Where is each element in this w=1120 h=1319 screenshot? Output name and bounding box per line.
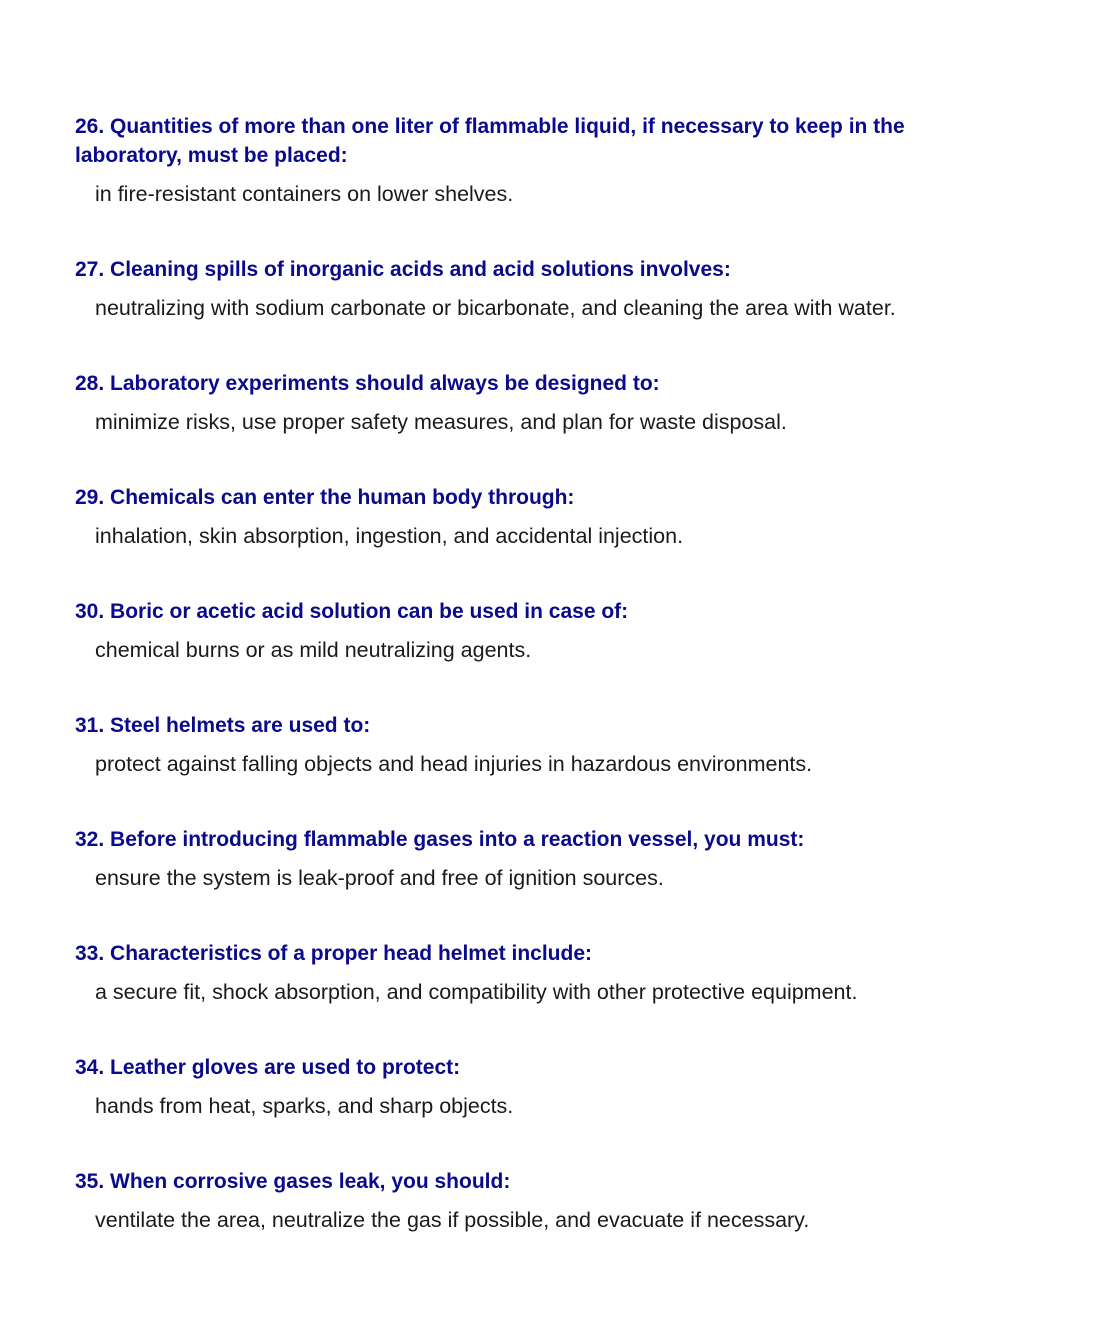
- answer-text: ventilate the area, neutralize the gas if possible, and evacuate if necessary.: [95, 1208, 810, 1232]
- answer-text: minimize risks, use proper safety measures, and plan for waste disposal.: [95, 410, 787, 434]
- qa-item-34: [75, 1053, 1095, 1121]
- qa-item-30: [75, 597, 1095, 665]
- answer-text: ensure the system is leak-proof and free of ignition sources.: [95, 866, 664, 890]
- qa-item-26: [75, 112, 1095, 209]
- answer-text: a secure fit, shock absorption, and compatibility with other protective equipment.: [95, 980, 858, 1004]
- question-text: 35. When corrosive gases leak, you should:: [75, 1170, 511, 1193]
- qa-item-29: [75, 483, 1095, 551]
- question-text: 28. Laboratory experiments should always be designed to:: [75, 372, 660, 395]
- qa-item-28: [75, 369, 1095, 437]
- question-text: 31. Steel helmets are used to:: [75, 714, 371, 737]
- question-text: 33. Characteristics of a proper head helmet include:: [75, 942, 592, 965]
- qa-document: [75, 112, 1095, 1235]
- qa-item-27: [75, 255, 1095, 323]
- answer-text: hands from heat, sparks, and sharp objects.: [95, 1094, 514, 1118]
- answer-text: in fire-resistant containers on lower shelves.: [95, 182, 514, 206]
- qa-item-35: [75, 1167, 1095, 1235]
- answer-text: chemical burns or as mild neutralizing agents.: [95, 638, 532, 662]
- qa-item-32: [75, 825, 1095, 893]
- answer-text: protect against falling objects and head injuries in hazardous environments.: [95, 752, 813, 776]
- question-text: 34. Leather gloves are used to protect:: [75, 1056, 461, 1079]
- answer-text: inhalation, skin absorption, ingestion, and accidental injection.: [95, 524, 684, 548]
- question-text: 27. Cleaning spills of inorganic acids and acid solutions involves:: [75, 258, 731, 281]
- question-text: 32. Before introducing flammable gases into a reaction vessel, you must:: [75, 828, 805, 851]
- question-text: 30. Boric or acetic acid solution can be used in case of:: [75, 600, 629, 623]
- qa-item-31: [75, 711, 1095, 779]
- question-text: 29. Chemicals can enter the human body through:: [75, 486, 575, 509]
- answer-text: neutralizing with sodium carbonate or bicarbonate, and cleaning the area with water.: [95, 296, 896, 320]
- question-text: 26. Quantities of more than one liter of flammable liquid, if necessary to keep in the laboratory, must be placed:: [75, 115, 905, 167]
- qa-item-33: [75, 939, 1095, 1007]
